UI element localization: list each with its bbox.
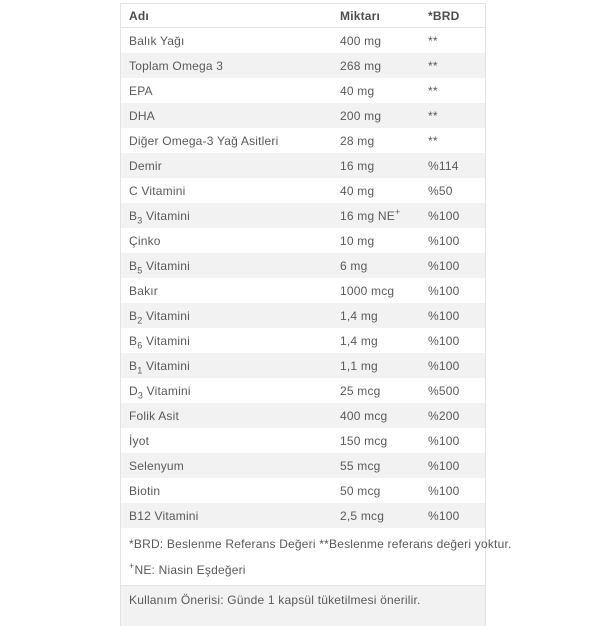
nutrient-brd-percent: %100 bbox=[428, 283, 460, 298]
table-body bbox=[121, 28, 485, 528]
nutrient-name: Selenyum bbox=[129, 458, 184, 473]
nutrient-name: C Vitamini bbox=[129, 183, 186, 198]
table-row bbox=[121, 153, 485, 178]
table-row bbox=[121, 253, 485, 278]
nutrient-brd-percent: %100 bbox=[428, 433, 460, 448]
column-header-brd: *BRD bbox=[428, 8, 460, 23]
nutrient-amount: 40 mg bbox=[340, 83, 375, 98]
nutrient-amount: 25 mcg bbox=[340, 383, 381, 398]
table-row bbox=[121, 203, 485, 228]
nutrient-brd-percent: %200 bbox=[428, 408, 460, 423]
footnotes-row bbox=[121, 528, 512, 586]
nutrient-brd-percent: %50 bbox=[428, 183, 453, 198]
table-row bbox=[121, 228, 485, 253]
nutrient-brd-percent: ** bbox=[428, 133, 438, 148]
nutrient-brd-percent: %100 bbox=[428, 258, 460, 273]
nutrient-name: Demir bbox=[129, 158, 162, 173]
usage-text: Kullanım Önerisi: Günde 1 kapsül tüketilmesi önerilir. bbox=[129, 593, 421, 607]
nutrient-name: DHA bbox=[129, 108, 155, 123]
nutrient-name: Çinko bbox=[129, 233, 161, 248]
footnote-ne-definition bbox=[129, 557, 477, 583]
nutrient-name: $B_1$ Vitamini bbox=[129, 358, 191, 375]
footnote-ne-sup: + bbox=[129, 561, 135, 571]
table-row bbox=[121, 403, 485, 428]
nutrient-brd-percent: %100 bbox=[428, 333, 460, 348]
table-row bbox=[121, 278, 485, 303]
nutrient-brd-percent: ** bbox=[428, 108, 438, 123]
nutrient-name: Balık Yağı bbox=[129, 33, 185, 48]
table-row bbox=[121, 453, 485, 478]
footnote-ne-text: NE: Niasin Eşdeğeri bbox=[134, 563, 246, 577]
nutrient-amount: 55 mcg bbox=[340, 458, 381, 473]
nutrition-facts-table bbox=[120, 3, 512, 626]
nutrient-brd-percent: ** bbox=[428, 33, 438, 48]
table-row bbox=[121, 303, 485, 328]
table-row bbox=[121, 53, 485, 78]
table-row bbox=[121, 353, 485, 378]
table-row bbox=[121, 328, 485, 353]
nutrient-amount: 10 mg bbox=[340, 233, 375, 248]
nutrient-amount: 1,1 mg bbox=[340, 358, 378, 373]
nutrient-name: $B_5$ Vitamini bbox=[129, 258, 191, 275]
table-header-row bbox=[121, 4, 485, 28]
usage-row bbox=[121, 586, 485, 626]
table-row bbox=[121, 503, 485, 528]
table-row bbox=[121, 478, 485, 503]
nutrient-name: Diğer Omega-3 Yağ Asitleri bbox=[129, 133, 279, 148]
nutrient-amount: 1000 mcg bbox=[340, 283, 395, 298]
nutrient-amount: 400 mg bbox=[340, 33, 382, 48]
nutrient-amount: 2,5 mcg bbox=[340, 508, 385, 523]
nutrient-brd-percent: %100 bbox=[428, 483, 460, 498]
nutrient-name: EPA bbox=[129, 83, 153, 98]
table-row bbox=[121, 103, 485, 128]
nutrient-amount: 150 mcg bbox=[340, 433, 388, 448]
nutrient-name: İyot bbox=[129, 433, 150, 448]
table-row bbox=[121, 78, 485, 103]
nutrient-brd-percent: %114 bbox=[428, 158, 459, 173]
nutrient-amount: 50 mcg bbox=[340, 483, 381, 498]
nutrient-brd-percent: %500 bbox=[428, 383, 460, 398]
nutrient-brd-percent: ** bbox=[428, 83, 438, 98]
nutrient-brd-percent: %100 bbox=[428, 208, 460, 223]
nutrient-name: Folik Asit bbox=[129, 408, 180, 423]
nutrient-brd-percent: %100 bbox=[428, 458, 460, 473]
nutrient-amount: 1,4 mg bbox=[340, 333, 378, 348]
nutrient-name: Biotin bbox=[129, 483, 161, 498]
nutrient-amount: 16 mg NE+ bbox=[340, 206, 401, 223]
nutrient-brd-percent: %100 bbox=[428, 358, 460, 373]
nutrient-name: $D_3$ Vitamini bbox=[129, 383, 191, 400]
table-row bbox=[121, 28, 485, 53]
nutrient-amount: 200 mg bbox=[340, 108, 382, 123]
nutrient-brd-percent: %100 bbox=[428, 233, 460, 248]
nutrient-brd-percent: ** bbox=[428, 58, 438, 73]
nutrient-name: $B_6$ Vitamini bbox=[129, 333, 191, 350]
nutrient-amount: 6 mg bbox=[340, 258, 368, 273]
nutrient-brd-percent: %100 bbox=[428, 508, 460, 523]
nutrient-amount: 16 mg bbox=[340, 158, 375, 173]
table-row bbox=[121, 428, 485, 453]
table-row bbox=[121, 128, 485, 153]
table-row bbox=[121, 178, 485, 203]
nutrient-name: Toplam Omega 3 bbox=[129, 58, 224, 73]
footnote-brd-definition: *BRD: Beslenme Referans Değeri **Beslenme referans değeri yoktur. bbox=[129, 537, 512, 551]
nutrient-name: $B_3$ Vitamini bbox=[129, 208, 191, 225]
nutrient-amount: 40 mg bbox=[340, 183, 375, 198]
nutrient-name: $B_2$ Vitamini bbox=[129, 308, 191, 325]
nutrient-name: Bakır bbox=[129, 283, 159, 298]
table-row bbox=[121, 378, 485, 403]
nutrient-amount: 28 mg bbox=[340, 133, 375, 148]
nutrient-amount: 268 mg bbox=[340, 58, 382, 73]
nutrient-amount: 1,4 mg bbox=[340, 308, 378, 323]
column-header-name: Adı bbox=[129, 8, 149, 23]
nutrient-name: B12 Vitamini bbox=[129, 508, 199, 523]
column-header-amount: Miktarı bbox=[340, 8, 381, 23]
nutrient-brd-percent: %100 bbox=[428, 308, 460, 323]
nutrient-amount: 400 mcg bbox=[340, 408, 388, 423]
